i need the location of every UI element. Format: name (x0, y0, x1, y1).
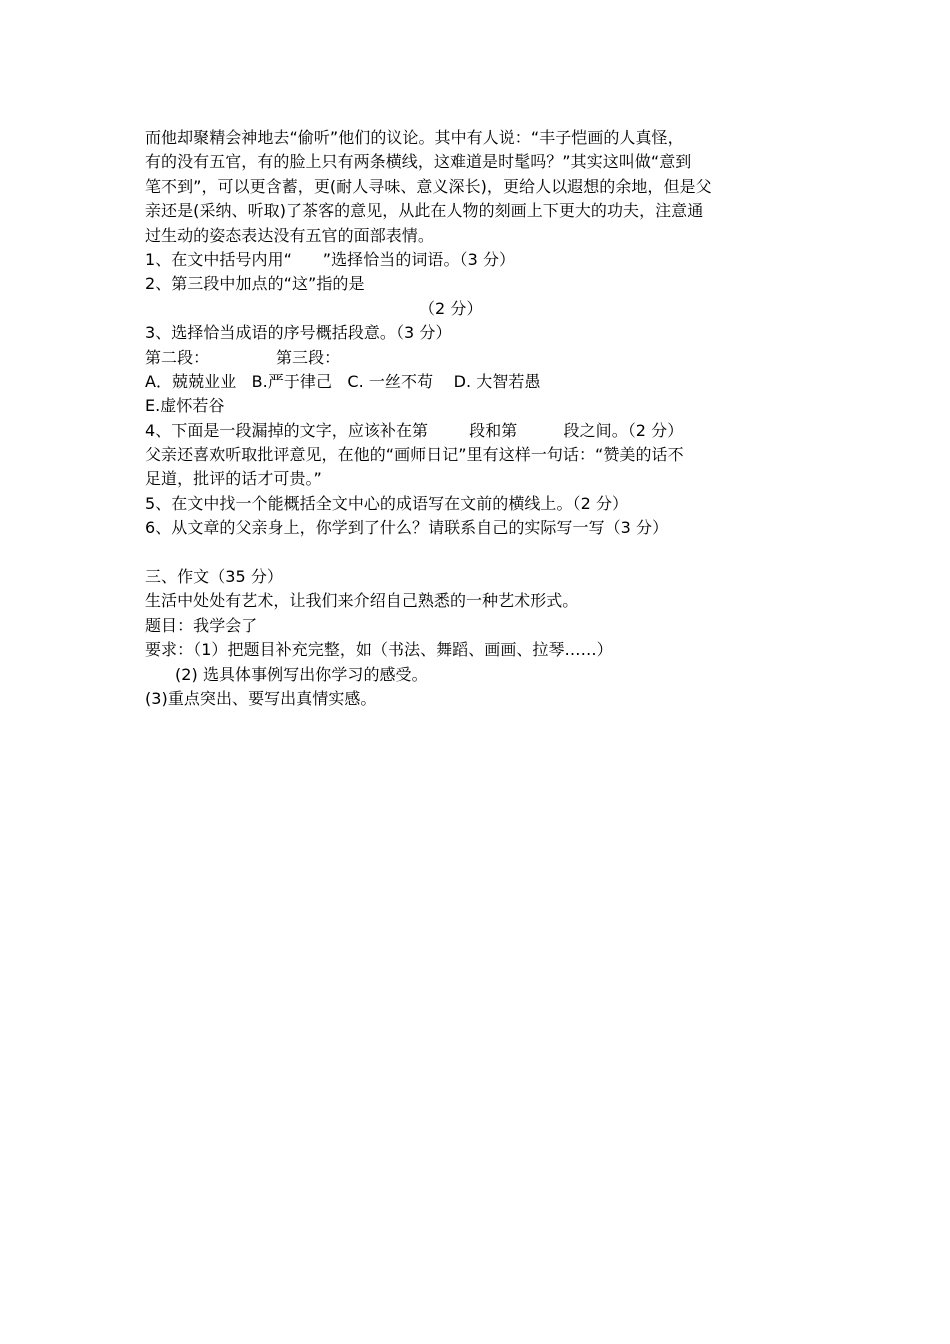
composition-intro: 生活中处处有艺术，让我们来介绍自己熟悉的一种艺术形式。 (145, 591, 579, 611)
passage-line-5: 过生动的姿态表达没有五官的面部表情。 (145, 225, 434, 245)
question-3-segments: 第二段： 第三段： (145, 347, 341, 367)
question-2: 2、第三段中加点的“这”指的是 (145, 274, 365, 294)
question-4-text-line-2: 足道，批评的话才可贵。” (145, 469, 322, 489)
passage-line-1: 而他却聚精会神地去“偷听”他们的议论。其中有人说：“丰子恺画的人真怪， (145, 128, 684, 147)
question-6: 6、从文章的父亲身上，你学到了什么？请联系自己的实际写一写（3 分） (145, 518, 669, 538)
composition-requirement-2: (2) 选具体事例写出你学习的感受。 (175, 664, 428, 684)
question-5: 5、在文中找一个能概括全文中心的成语写在文前的横线上。（2 分） (145, 493, 629, 513)
section-spacer (145, 541, 815, 565)
composition-requirement-1: 要求：（1）把题目补充完整，如（书法、舞蹈、画画、拉琴……） (145, 640, 613, 660)
question-3: 3、选择恰当成语的序号概括段意。（3 分） (145, 323, 452, 343)
question-4-text-line-1: 父亲还喜欢听取批评意见，在他的“画师日记”里有这样一句话：“赞美的话不 (145, 445, 684, 465)
question-2-score: （2 分） (419, 298, 483, 318)
question-3-options-line-1: A．兢兢业业 B.严于律己 C. 一丝不苟 D. 大智若愚 (145, 371, 541, 391)
passage-line-3: 笔不到”，可以更含蓄，更(耐人寻味、意义深长)，更给人以遐想的余地，但是父 (145, 176, 712, 196)
document-page (145, 126, 815, 711)
passage-line-4: 亲还是(采纳、听取)了茶客的意见，从此在人物的刻画上下更大的功夫，注意通 (145, 201, 704, 221)
composition-requirement-3: (3)重点突出、要写出真情实感。 (145, 688, 377, 708)
composition-heading: 三、作文（35 分） (145, 567, 283, 587)
composition-title: 题目：我学会了 (145, 615, 258, 635)
passage-line-2: 有的没有五官，有的脸上只有两条横线，这难道是时髦吗？”其实这叫做“意到 (145, 152, 692, 172)
question-4: 4、下面是一段漏掉的文字，应该补在第 段和第 段之间。（2 分） (145, 420, 684, 440)
question-1: 1、在文中括号内用“ ”选择恰当的词语。（3 分） (145, 249, 516, 269)
question-3-options-line-2: E.虚怀若谷 (145, 396, 225, 416)
